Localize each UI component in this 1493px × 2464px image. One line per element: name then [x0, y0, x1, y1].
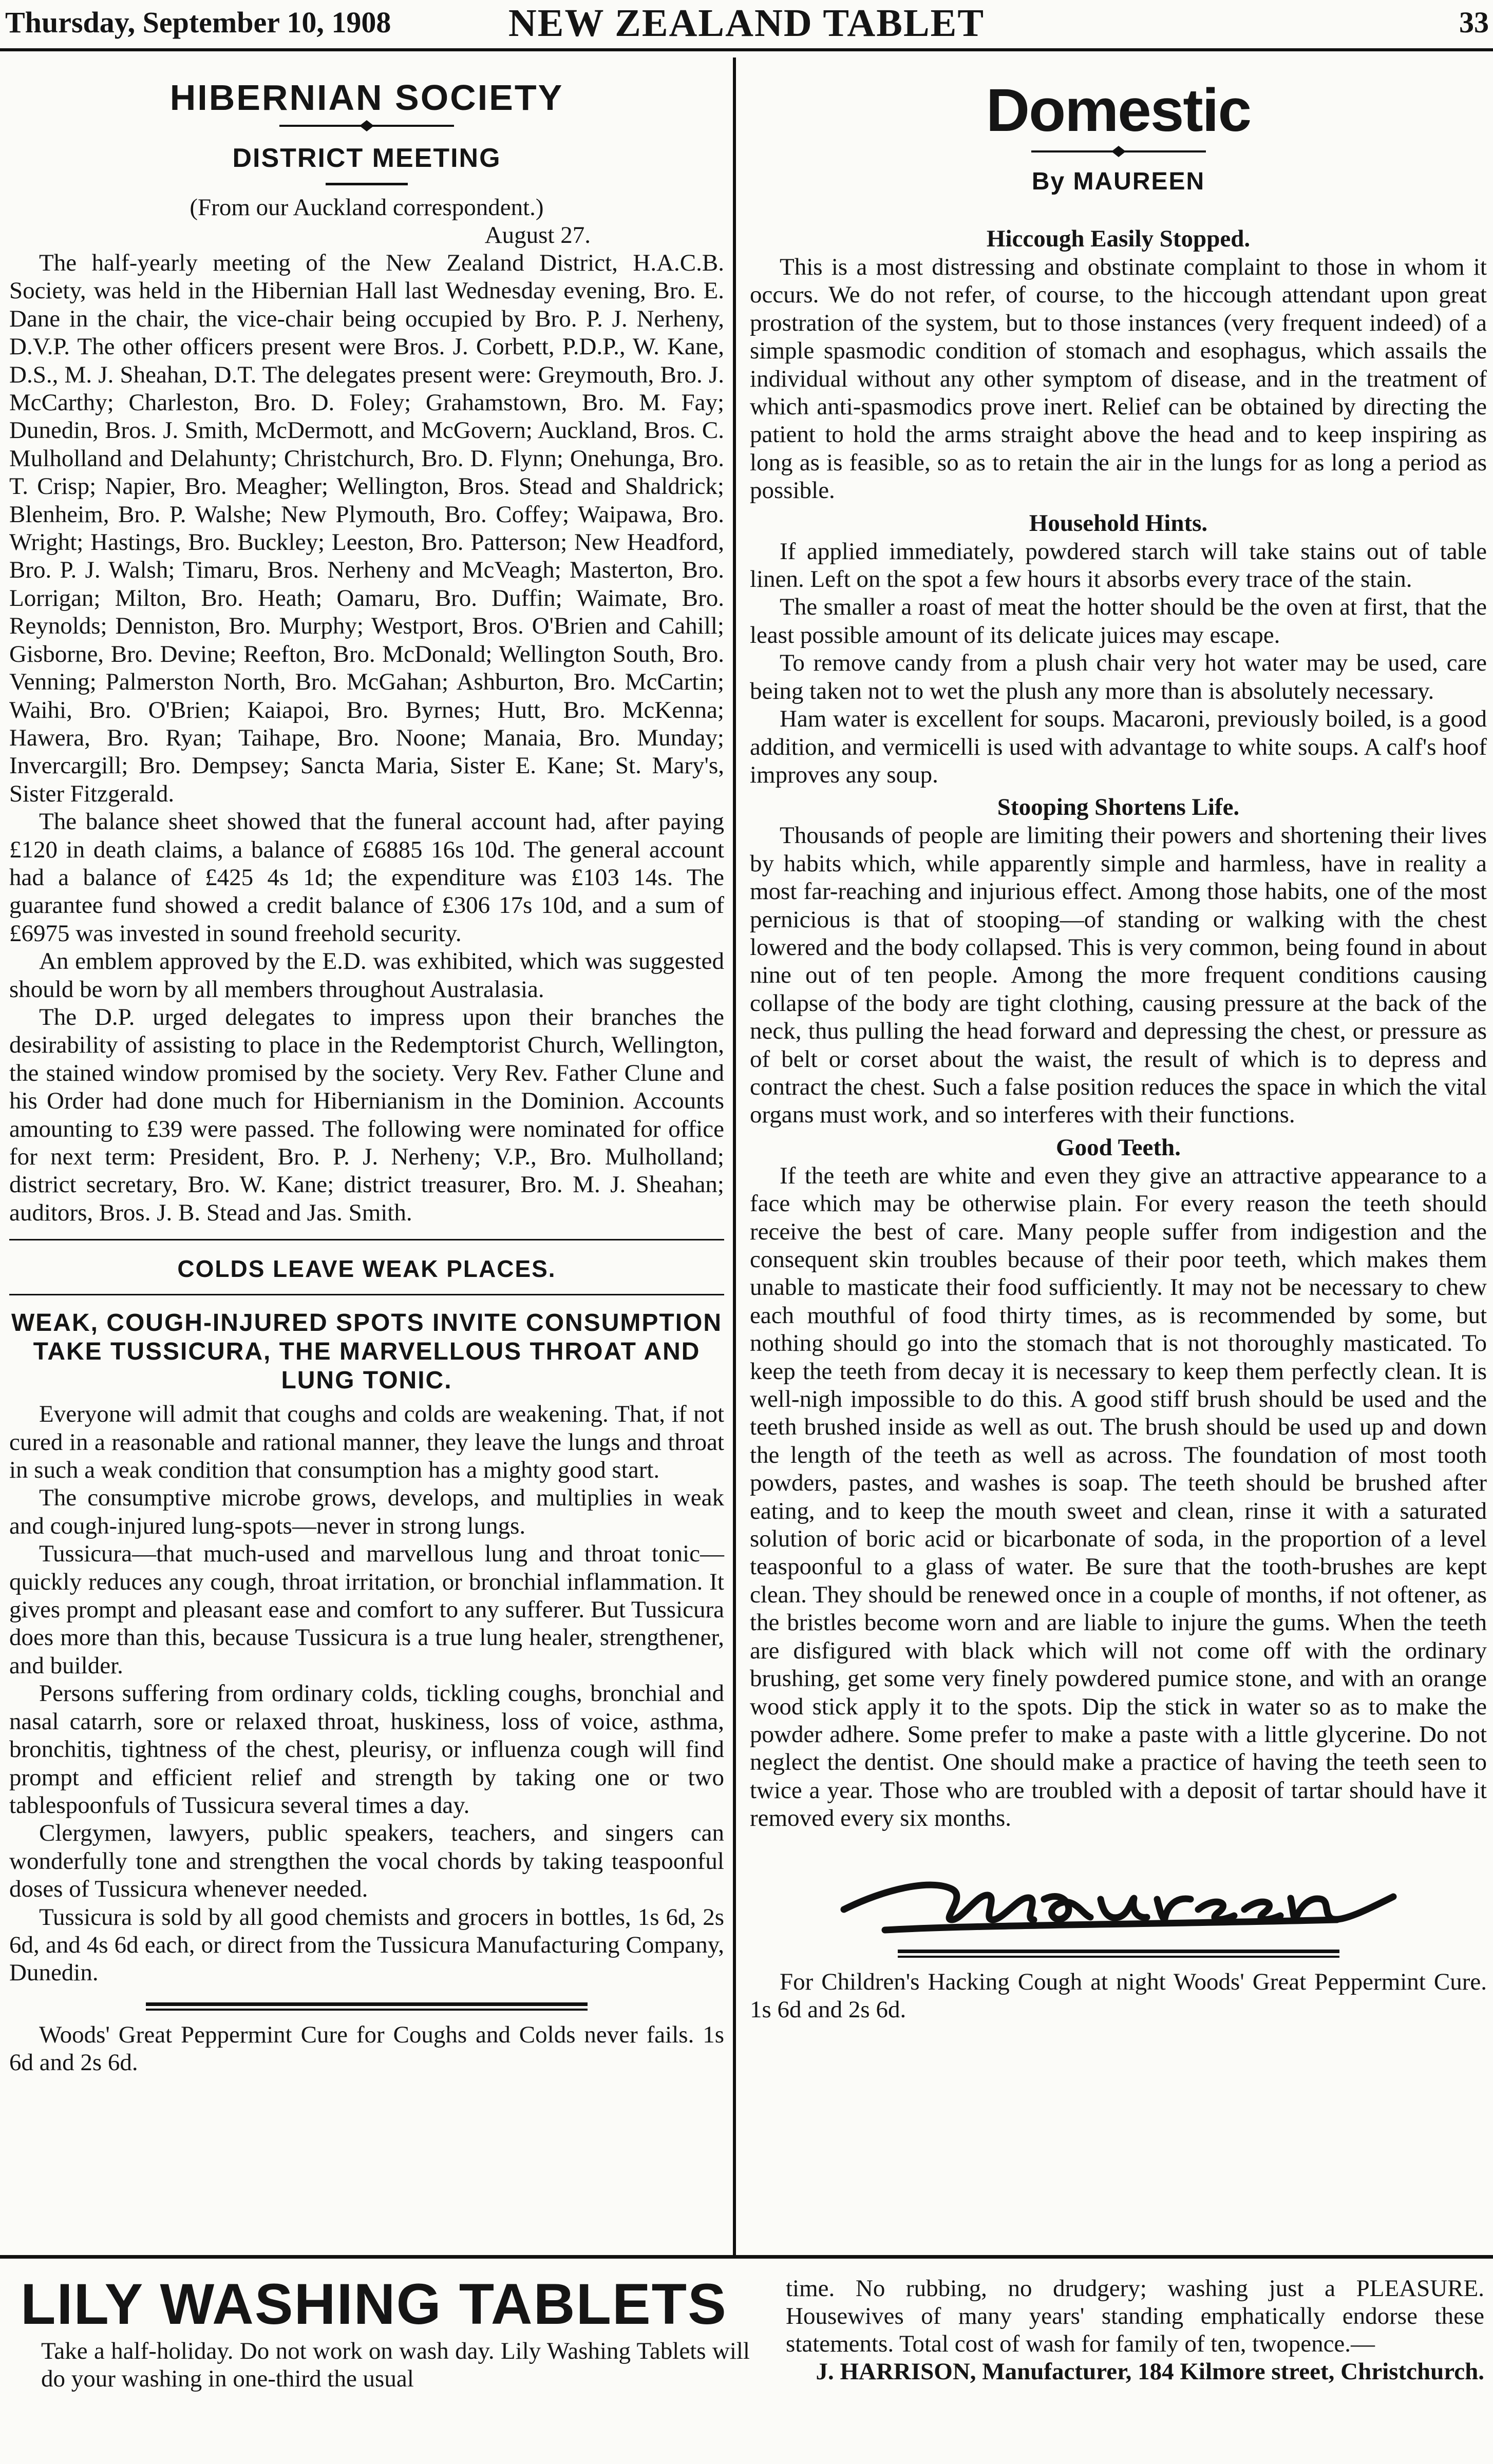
lily-tablets-advert	[21, 2274, 750, 2393]
bottom-rule	[0, 2255, 1493, 2259]
subheading-household-hints: Household Hints.	[1029, 509, 1208, 537]
domestic-paragraph: If applied immediately, powdered starch will take stains out of table linen. Left on the spot a few hours it absorbs every trace of the stain.	[750, 538, 1487, 593]
woods-cure-notice: Woods' Great Peppermint Cure for Coughs and Colds never fails. 1s 6d and 2s 6d.	[9, 2021, 724, 2076]
district-meeting-heading: DISTRICT MEETING	[232, 143, 501, 173]
tussicura-paragraph: The consumptive microbe grows, develops, and multiplies in weak and cough-injured lung-spots—never in strong lungs.	[9, 1484, 724, 1539]
diamond-rule-ornament	[1031, 146, 1206, 157]
maureen-signature	[823, 1848, 1414, 1945]
lily-advert-continued	[786, 2275, 1484, 2385]
lily-title: LILY WASHING TABLETS	[21, 2272, 727, 2336]
section-rule	[9, 1294, 724, 1295]
masthead	[0, 0, 1493, 51]
domestic-column	[750, 77, 1487, 2023]
hibernian-title: HIBERNIAN SOCIETY	[169, 78, 564, 118]
tussicura-paragraph: Tussicura—that much-used and marvellous lung and throat tonic—quickly reduces any cough, throat irritation, or bronchial inflammation. It gives prompt and pleasant ease and comfort to any sufferer. But Tussicura does more than this, because Tussicura is a true lung healer, strengthener, and builder.	[9, 1540, 724, 1679]
domestic-paragraph: If the teeth are white and even they give an attractive appearance to a face which may be otherwise plain. For every reason the teeth should receive the best of care. Many people suffer from indigestion and the consequent skin troubles because of their poor teeth, which makes them unable to masticate their food sufficiently. It may not be necessary to chew each mouthful of food thirty times, as is recommended by some, but nothing should go into the stomach that is not thoroughly masticated. To keep the teeth from decay it is necessary to keep them perfectly clean. It is well-nigh impossible to do this. A good stiff brush should be used and the teeth brushed inside as well as out. The brush should be used up and down the length of the teeth as well as across. The foundation of most tooth powders, pastes, and washes is soap. The teeth should be brushed after eating, and to keep the mouth sweet and clean, rinse it with a saturated solution of boric acid or bicarbonate of soda, in the proportion of a level teaspoonful to a glass of water. Be sure that the tooth-brushes are kept clean. They should be renewed once in a couple of months, if not oftener, as the bristles become worn and are liable to injure the gums. When the teeth are disfigured with black which will not come off with the ordinary brushing, get some very finely powdered pumice stone, and with an orange wood stick apply it to the spots. Dip the stick in water so as to make the powder adhere. Some prefer to make a paste with a little glycerine. Do not neglect the dentist. One should make a practice of having the teeth seen to twice a year. Those who are troubled with a deposit of tartar should have it removed every six months.	[750, 1162, 1487, 1832]
colds-heading: COLDS LEAVE WEAK PLACES.	[177, 1255, 556, 1283]
diamond-rule-ornament	[279, 120, 454, 131]
byline: By MAUREEN	[1031, 168, 1205, 195]
double-rule	[146, 2002, 588, 2011]
tussicura-paragraph: Everyone will admit that coughs and colds are weakening. That, if not cured in a reasonable and rational manner, they leave the lungs and throat in such a weak condition that consumption has a mighty good start.	[9, 1401, 724, 1484]
hibernian-article	[9, 77, 724, 1227]
hibernian-paragraph: The half-yearly meeting of the New Zealand District, H.A.C.B. Society, was held in the Hibernian Hall last Wednesday evening, Bro. E. Dane in the chair, the vice-chair being occupied by Bro. P. J. Nerheny, D.V.P. The other officers present were Bros. J. Corbett, P.D.P., W. Kane, D.S., M. J. Sheahan, D.T. The delegates present were: Greymouth, Bro. J. McCarthy; Charleston, Bro. D. Foley; Grahamstown, Bro. M. Fay; Dunedin, Bros. J. Smith, McDermott, and McGovern; Auckland, Bros. C. Mulholland and Delahunty; Christchurch, Bro. D. Flynn; Onehunga, Bro. T. Crisp; Napier, Bro. Meagher; Wellington, Bros. Stead and Shaldrick; Blenheim, Bro. P. Walshe; New Plymouth, Bro. Coffey; Waipawa, Bro. Wright; Hastings, Bro. Buckley; Leeston, Bro. Patterson; New Headford, Bro. P. J. Walsh; Timaru, Bros. Nerheny and McVeagh; Masterton, Bro. Lorrigan; Milton, Bro. Heath; Oamaru, Bro. Duffin; Waimate, Bro. Reynolds; Denniston, Bro. Murphy; Westport, Bros. O'Brien and Cahill; Gisborne, Bro. Devine; Reefton, Bro. McDonald; Wellington South, Bro. Venning; Palmerston North, Bro. McGahan; Ashburton, Bro. McCartin; Waihi, Bro. O'Brien; Kaiapoi, Bro. Byrnes; Hutt, Bro. McKenna; Hawera, Bro. Ryan; Taihape, Bro. Noone; Manaia, Bro. Munday; Invercargill; Bro. Dempsey; Sancta Maria, Sister E. Kane; St. Mary's, Sister Fitzgerald.	[9, 250, 724, 807]
subheading-good-teeth: Good Teeth.	[1056, 1134, 1181, 1161]
hibernian-paragraph: The D.P. urged delegates to impress upon their branches the desirability of assisting to place in the Redemptorist Church, Wellington, the stained window promised by the society. Very Rev. Father Clune and his Order had done much for Hibernianism in the Dominion. Accounts amounting to £39 were passed. The following were nominated for office for next term: President, Bro. P. J. Nerheny; V.P., Bro. Mulholland; district secretary, Bro. W. Kane; district treasurer, Bro. M. J. Sheahan; auditors, Bros. J. B. Stead and Jas. Smith.	[9, 1003, 724, 1226]
woods-cure-notice-children: For Children's Hacking Cough at night Woods' Great Peppermint Cure. 1s 6d and 2s 6d.	[750, 1968, 1487, 2023]
tussicura-headline: WEAK, COUGH-INJURED SPOTS INVITE CONSUMPTION TAKE TUSSICURA, THE MARVELLOUS THROAT AND LUNG TONIC.	[11, 1309, 723, 1395]
tussicura-paragraph: Persons suffering from ordinary colds, tickling coughs, bronchial and nasal catarrh, sore or relaxed throat, huskiness, loss of voice, asthma, bronchitis, tightness of the chest, pleurisy, or influenza cough will find prompt and efficient relief and strength by taking one or two tablespoonfuls of Tussicura several times a day.	[9, 1680, 724, 1819]
domestic-title: Domestic	[986, 77, 1251, 144]
heading-rule	[326, 183, 408, 185]
page-number: 33	[1459, 6, 1489, 39]
double-rule	[898, 1950, 1339, 1958]
domestic-paragraph: To remove candy from a plush chair very hot water may be used, care being taken not to wet the plush any more than is absolutely necessary.	[750, 650, 1487, 704]
subheading-stooping: Stooping Shortens Life.	[997, 794, 1240, 821]
left-column	[9, 62, 724, 2077]
lily-manufacturer: J. HARRISON, Manufacturer, 184 Kilmore street, Christchurch.	[816, 2358, 1484, 2385]
column-divider	[733, 58, 736, 2255]
hibernian-paragraph: The balance sheet showed that the funeral account had, after paying £120 in death claims, a balance of £6885 16s 10d. The general account had a balance of £425 4s 1d; the expenditure was £103 14s. The guarantee fund showed a credit balance of £306 17s 10d, and a sum of £6975 was invested in sound freehold security.	[9, 808, 724, 947]
domestic-paragraph: This is a most distressing and obstinate complaint to those in whom it occurs. We do not refer, of course, to the hiccough attendant upon great prostration of the system, but to those instances (very frequent indeed) of a simple spasmodic condition of stomach and esophagus, which assails the individual without any other symptom of disease, and in the treatment of which anti-spasmodics prove inert. Relief can be obtained by directing the patient to hold the arms straight above the head and to keep inspiring as long as is feasible, so as to retain the air in the lungs for as long a period as possible.	[750, 254, 1487, 504]
tussicura-advert	[9, 1255, 724, 1987]
newspaper-title: NEW ZEALAND TABLET	[508, 2, 985, 45]
tussicura-paragraph: Tussicura is sold by all good chemists and grocers in bottles, 1s 6d, 2s 6d, and 4s 6d each, or direct from the Tussicura Manufacturing Company, Dunedin.	[9, 1903, 724, 1987]
section-rule	[9, 1239, 724, 1240]
issue-date: Thursday, September 10, 1908	[5, 6, 391, 39]
article-dateline: August 27.	[484, 222, 591, 249]
lily-text-right: time. No rubbing, no drudgery; washing just a PLEASURE. Housewives of many years' standing emphatically endorse these statements. Total cost of wash for family of ten, twopence.—	[786, 2275, 1484, 2357]
domestic-paragraph: Thousands of people are limiting their powers and shortening their lives by habits which, while apparently simple and harmless, have in reality a most far-reaching and injurious effect. Among those habits, one of the most pernicious is that of stooping—of standing or walking with the chest lowered and the body collapsed. This is very common, being found in about nine out of ten people. Among the more frequent conditions causing collapse of the body are tight clothing, causing pressure at the back of the neck, thus pulling the head forward and depressing the chest, or pressure as of belt or corset about the waist, the result of which is to depress and contract the chest. Such a false position reduces the space in which the vital organs must work, and so interferes with their functions.	[750, 822, 1487, 1129]
lily-text-left: Take a half-holiday. Do not work on wash day. Lily Washing Tablets will do your washing in one-third the usual	[41, 2338, 750, 2392]
right-column	[750, 62, 1487, 2023]
domestic-paragraph: Ham water is excellent for soups. Macaroni, previously boiled, is a good addition, and vermicelli is used with advantage to white soups. A calf's hoof improves any soup.	[750, 705, 1487, 788]
subheading-hiccough: Hiccough Easily Stopped.	[986, 225, 1251, 252]
tussicura-paragraph: Clergymen, lawyers, public speakers, teachers, and singers can wonderfully tone and strengthen the vocal chords by taking teaspoonful doses of Tussicura whenever needed.	[9, 1820, 724, 1903]
hibernian-paragraph: An emblem approved by the E.D. was exhibited, which was suggested should be worn by all members throughout Australasia.	[9, 948, 724, 1003]
domestic-paragraph: The smaller a roast of meat the hotter should be the oven at first, that the least possible amount of its delicate juices may escape.	[750, 594, 1487, 648]
correspondent-line: (From our Auckland correspondent.)	[190, 194, 544, 221]
